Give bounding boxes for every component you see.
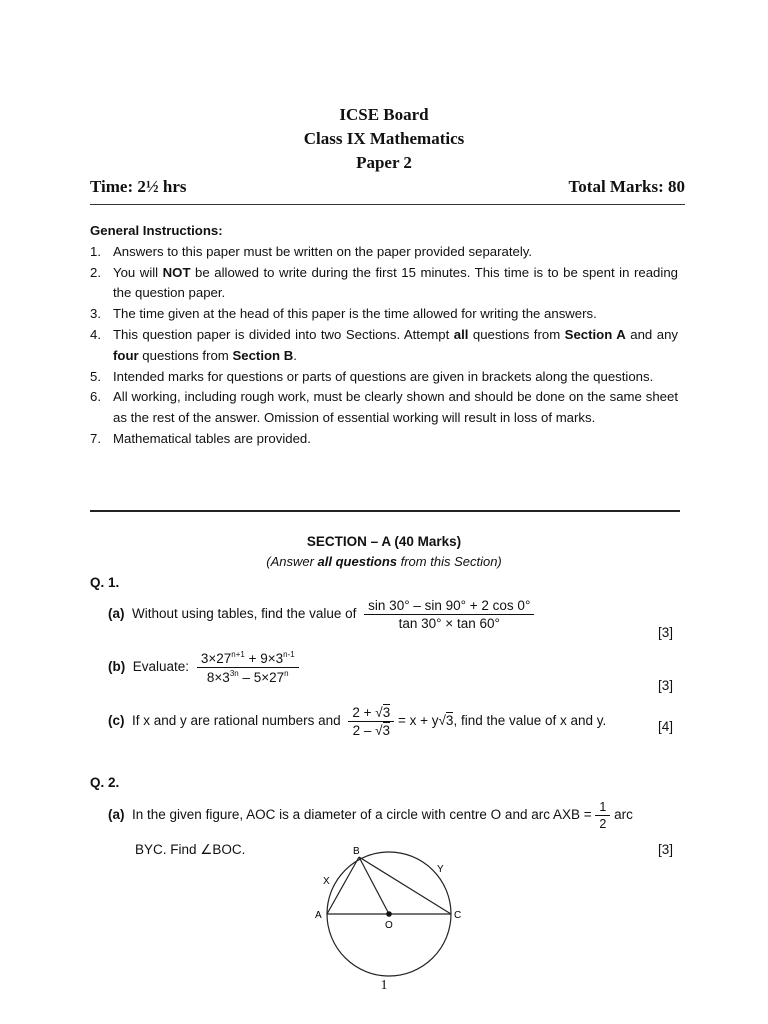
label-x: X (323, 876, 330, 887)
instruction-item (90, 387, 678, 429)
subtitle-post: from this Section) (397, 554, 502, 569)
q1b-marks: [3] (657, 678, 673, 693)
board-title: ICSE Board (339, 105, 429, 124)
q1c: (c) If x and y are rational numbers and $\frac{2 + √3}{2 - √3}$ = x + y√3, find the value of x and y. (108, 705, 607, 738)
instructions-list (90, 242, 678, 450)
instruction-text: Answers to this paper must be written on the paper provided separately. (113, 243, 533, 259)
instruction-number: 5. (90, 368, 101, 384)
q1b-fraction: $\frac{3\times 27^{n+1} + 9\times 3^{n-1}}{8\times 3^{3n} - 5\times 27^n}$ (197, 650, 299, 685)
q1b (108, 650, 299, 685)
q2a-fraction (595, 800, 610, 831)
q1a-marks: [3] (657, 625, 673, 640)
instruction-item (90, 325, 678, 367)
q2a-line2: BYC. Find ∠BOC. (135, 842, 246, 857)
instruction-item (90, 429, 678, 450)
time-allowed: Time: 2½ hrs (90, 177, 187, 196)
header-divider (90, 204, 685, 205)
q1-label: Q. 1. (90, 575, 120, 590)
centre-point (386, 911, 392, 917)
subtitle-pre: (Answer (266, 554, 318, 569)
time-marks-bar (90, 177, 685, 201)
section-divider (90, 510, 680, 512)
q2a-text-post: arc (614, 807, 633, 823)
instruction-number: 1. (90, 243, 101, 259)
q1b-part: (b) (108, 659, 126, 675)
q1c-marks: [4] (657, 719, 673, 734)
subtitle-bold: all questions (317, 554, 397, 569)
q1a-part: (a) (108, 606, 125, 622)
instruction-number: 3. (90, 306, 101, 322)
instruction-number: 4. (90, 326, 101, 342)
total-marks: Total Marks: 80 (568, 177, 685, 196)
q1c-text-post: , find the value of x and y. (453, 713, 607, 729)
instructions-heading: General Instructions: (90, 223, 223, 238)
label-y: Y (437, 864, 444, 875)
q2-label: Q. 2. (90, 775, 120, 790)
q2a-marks: [3] (657, 842, 673, 857)
section-subtitle (0, 554, 768, 569)
q2a-text-pre: In the given figure, AOC is a diameter of a circle with centre O and arc AXB = (132, 807, 592, 823)
q1c-text-pre: If x and y are rational numbers and (132, 713, 341, 729)
paper-title: Paper 2 (356, 153, 412, 172)
label-a: A (315, 910, 322, 921)
section-title: SECTION – A (40 Marks) (306, 534, 462, 549)
chord-ab (327, 857, 359, 914)
instruction-text: This question paper is divided into two Sections. Attempt all questions from Section A and any four questions from Section B. (113, 326, 678, 363)
q1a-denominator: tan 30° × tan 60° (398, 616, 500, 631)
radius-ob (359, 857, 389, 914)
instruction-number: 2. (90, 264, 101, 280)
instruction-text: All working, including rough work, must be clearly shown and should be done on the same sheet as the rest of the answer. Omission of essential working will result in loss of marks. (113, 389, 678, 426)
instruction-item (90, 367, 678, 388)
q1a-fraction (364, 598, 534, 631)
label-b: B (353, 846, 360, 857)
class-title: Class IX Mathematics (303, 129, 465, 148)
q1a (108, 598, 534, 631)
q1c-part: (c) (108, 713, 125, 729)
circle-figure (310, 842, 470, 992)
instruction-item (90, 263, 678, 305)
instruction-number: 7. (90, 430, 101, 446)
q1a-text: Without using tables, find the value of (132, 606, 357, 622)
q1c-fraction: $\frac{2 + √3}{2 - √3}$ (348, 705, 394, 738)
instruction-item (90, 304, 678, 325)
q1a-numerator: sin 30° – sin 90° + 2 cos 0° (364, 598, 534, 615)
instruction-item (90, 242, 678, 263)
page-number: 1 (380, 978, 388, 993)
circle-diagram (310, 842, 470, 987)
instruction-text: Intended marks for questions or parts of questions are given in brackets along the questions. (113, 368, 654, 384)
general-instructions (90, 221, 678, 450)
instruction-text: You will NOT be allowed to write during the first 15 minutes. This time is to be spent in reading the question paper. (113, 264, 678, 301)
label-o: O (385, 920, 393, 931)
instruction-text: Mathematical tables are provided. (113, 430, 311, 446)
q2a-frac-num: 1 (595, 800, 610, 816)
q2a (108, 800, 633, 831)
q1b-text: Evaluate: (132, 659, 190, 675)
q2a-part: (a) (108, 807, 125, 823)
label-c: C (454, 910, 462, 921)
instruction-text: The time given at the head of this paper is the time allowed for writing the answers. (113, 306, 597, 322)
q2a-frac-den: 2 (599, 817, 607, 831)
instruction-number: 6. (90, 389, 101, 405)
